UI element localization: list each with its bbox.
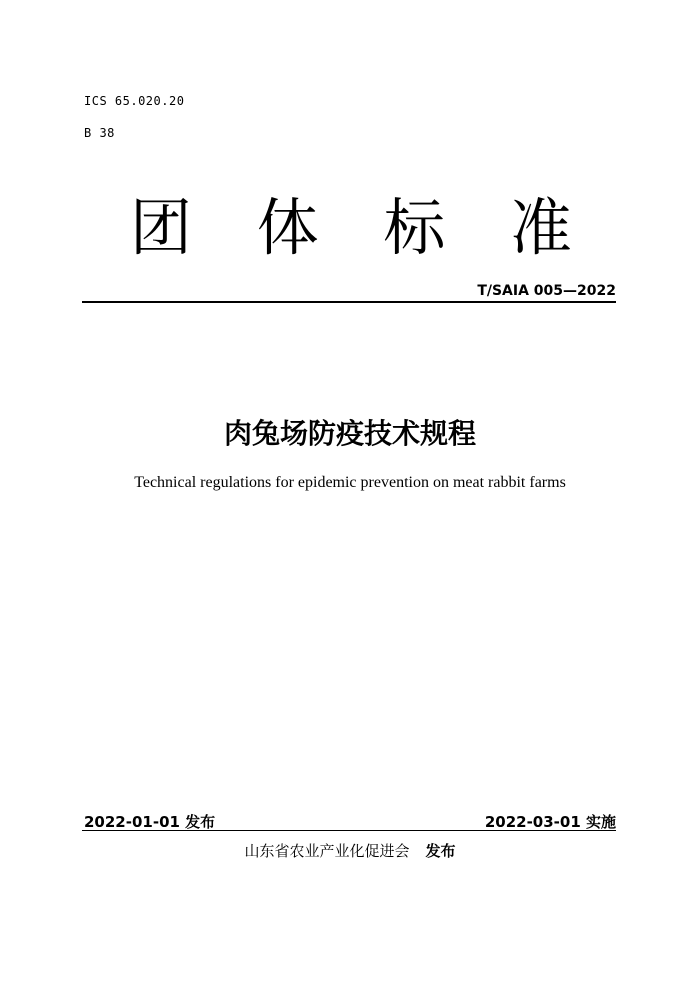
document-title-zh: 肉兔场防疫技术规程 [223, 417, 476, 450]
standard-type-char: 标 [383, 191, 446, 264]
standard-type-char: 准 [509, 191, 572, 264]
issue-date: 2022-01-01 发布 [84, 813, 216, 831]
document-title-en: Technical regulations for epidemic prevention on meat rabbit farms [134, 474, 566, 491]
standard-type-heading [82, 188, 618, 268]
issuer-line [0, 840, 700, 861]
implementation-date: 2022-03-01 实施 [484, 813, 616, 831]
issuer-verb: 发布 [425, 842, 456, 860]
issuer-name: 山东省农业产业化促进会 [244, 842, 410, 860]
standard-number: T/SAIA 005—2022 [477, 283, 616, 299]
ics-code: ICS 65.020.20 [84, 94, 185, 108]
bottom-divider [82, 830, 616, 831]
standard-type-char: 团 [130, 191, 193, 264]
top-divider [82, 301, 616, 303]
ccs-code: B 38 [84, 126, 115, 140]
standard-type-char: 体 [256, 191, 319, 264]
